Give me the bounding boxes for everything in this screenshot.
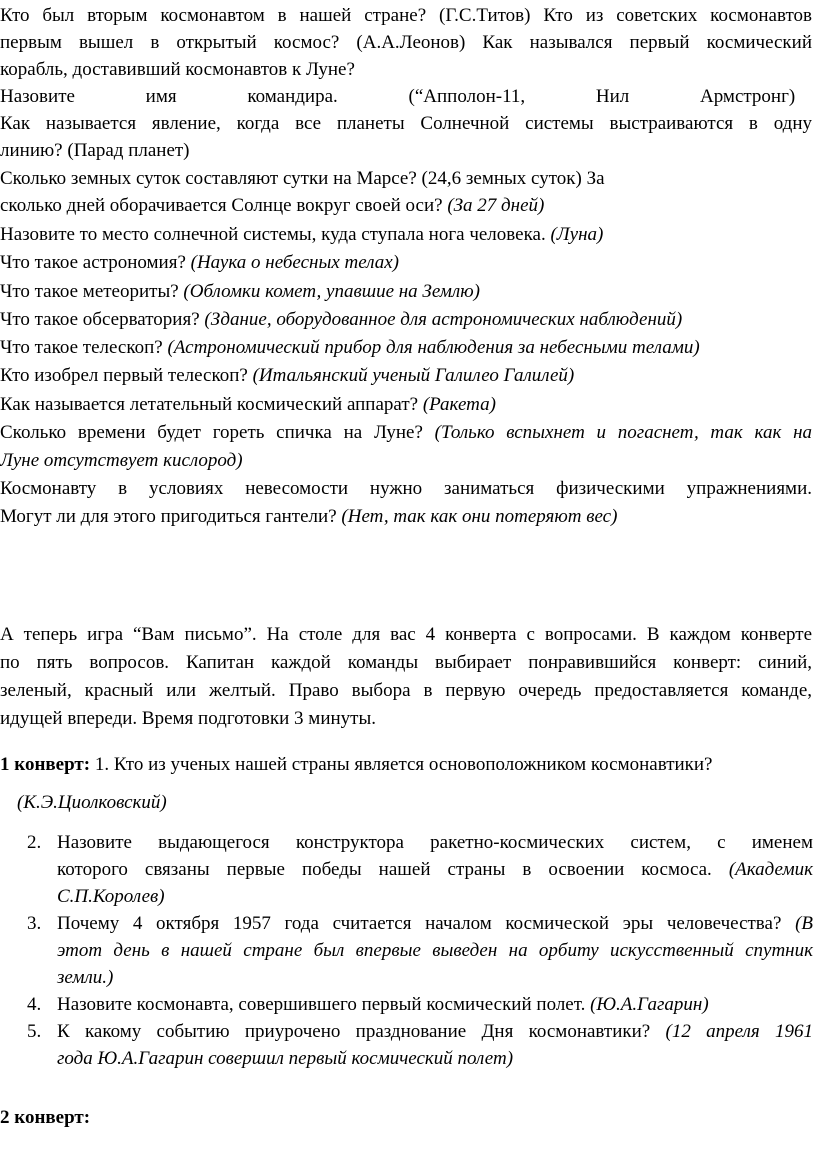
game-line-4: идущей впереди. Время подготовки 3 минуты.	[0, 708, 376, 729]
answer-text: (Астрономический прибор для наблюдения за небесными телами)	[167, 337, 700, 358]
list-item-5-line-1	[57, 1018, 813, 1045]
list-item-2-line-1: Назовите выдающегося конструктора ракетно-космических систем, с именем	[57, 832, 813, 853]
envelope-1-question-1: 1. Кто из ученых нашей страны является основоположником космонавтики?	[94, 754, 713, 775]
answer-text: (Ракета)	[422, 394, 496, 415]
list-item-4-line-1	[57, 991, 813, 1018]
list-number: 4.	[27, 994, 42, 1015]
game-line-3: зеленый, красный или желтый. Право выбора в первую очередь предоставляется команде,	[0, 680, 812, 701]
answer-text: (12 апреля 1961	[665, 1021, 814, 1042]
envelope-1-heading-line	[0, 751, 812, 778]
answer-text: (В	[795, 913, 813, 934]
game-line-2: по пять вопросов. Капитан каждой команды выбирает понравившийся конверт: синий,	[0, 652, 812, 673]
answer-text: (Здание, оборудованное для астрономических наблюдений)	[204, 309, 683, 330]
answer-text: (Луна)	[550, 224, 604, 245]
quiz-line-15	[0, 391, 812, 418]
quiz-line-18: Космонавту в условиях невесомости нужно заниматься физическими упражнениями.	[0, 478, 812, 499]
quiz-line-17: Луне отсутствует кислород)	[0, 450, 243, 471]
question-text: Назовите то место солнечной системы, куда ступала нога человека.	[0, 224, 546, 245]
quiz-line-11	[0, 278, 812, 305]
quiz-line-19	[0, 503, 812, 530]
quiz-line-4: Назовите имя командира. (“Апполон-11, Нил Армстронг)	[0, 86, 796, 107]
quiz-line-3: корабль, доставивший космонавтов к Луне?	[0, 59, 355, 80]
answer-text: (Ю.А.Гагарин)	[590, 994, 709, 1015]
answer-text: (Итальянский ученый Галилео Галилей)	[252, 365, 575, 386]
list-item-3-line-2: этот день в нашей стране был впервые выведен на орбиту искусственный спутник	[57, 940, 813, 961]
quiz-line-9	[0, 221, 812, 248]
question-text: Почему 4 октября 1957 года считается началом космической эры человечества?	[57, 913, 782, 934]
list-item-5-line-2: года Ю.А.Гагарин совершил первый космический полет)	[57, 1048, 514, 1069]
quiz-line-2: первым вышел в открытый космос? (А.А.Леонов) Как назывался первый космический	[0, 32, 812, 53]
answer-text: (Академик	[728, 859, 813, 880]
question-text: Что такое телескоп?	[0, 337, 163, 358]
list-number: 2.	[27, 832, 42, 853]
question-text: Могут ли для этого пригодиться гантели?	[0, 506, 337, 527]
question-text: которого связаны первые победы нашей страны в освоении космоса.	[57, 859, 712, 880]
list-item-3-line-1	[57, 910, 813, 937]
quiz-line-13	[0, 334, 812, 361]
question-text: Что такое обсерватория?	[0, 309, 200, 330]
question-text: Кто изобрел первый телескоп?	[0, 365, 248, 386]
game-line-1: А теперь игра “Вам письмо”. На столе для вас 4 конверта с вопросами. В каждом конверте	[0, 624, 812, 645]
list-number: 3.	[27, 913, 42, 934]
question-text: К какому событию приурочено празднование Дня космонавтики?	[57, 1021, 651, 1042]
quiz-line-1: Кто был вторым космонавтом в нашей стране? (Г.С.Титов) Кто из советских космонавтов	[0, 5, 812, 26]
answer-text: (Только вспыхнет и погаснет, так как на	[434, 422, 812, 443]
quiz-line-8	[0, 192, 812, 219]
list-number: 5.	[27, 1021, 42, 1042]
quiz-line-5: Как называется явление, когда все планеты Солнечной системы выстраиваются в одну	[0, 113, 812, 134]
answer-text: (За 27 дней)	[447, 195, 545, 216]
list-item-3-line-3: земли.)	[57, 967, 114, 988]
list-item-2-line-2	[57, 856, 813, 883]
question-text: Что такое метеориты?	[0, 281, 179, 302]
quiz-line-12	[0, 306, 812, 333]
answer-text: (Нет, так как они потеряют вес)	[341, 506, 618, 527]
question-text: Как называется летательный космический аппарат?	[0, 394, 419, 415]
quiz-line-10	[0, 249, 812, 276]
answer-text: (Обломки комет, упавшие на Землю)	[183, 281, 480, 302]
question-text: Сколько времени будет гореть спичка на Луне?	[0, 422, 423, 443]
quiz-line-16	[0, 419, 812, 446]
question-text: Что такое астрономия?	[0, 252, 186, 273]
quiz-line-14	[0, 362, 812, 389]
list-item-2-line-3: С.П.Королев)	[57, 886, 165, 907]
envelope-1-heading: 1 конверт:	[0, 754, 91, 775]
envelope-2-heading: 2 конверт:	[0, 1107, 91, 1128]
envelope-1-answer-1: (К.Э.Циолковский)	[17, 792, 167, 813]
question-text: Назовите космонавта, совершившего первый космический полет.	[57, 994, 586, 1015]
question-text: сколько дней оборачивается Солнце вокруг своей оси?	[0, 195, 443, 216]
quiz-line-6: линию? (Парад планет)	[0, 140, 190, 161]
answer-text: (Наука о небесных телах)	[190, 252, 399, 273]
quiz-line-7: Сколько земных суток составляют сутки на Марсе? (24,6 земных суток) За	[0, 168, 605, 189]
